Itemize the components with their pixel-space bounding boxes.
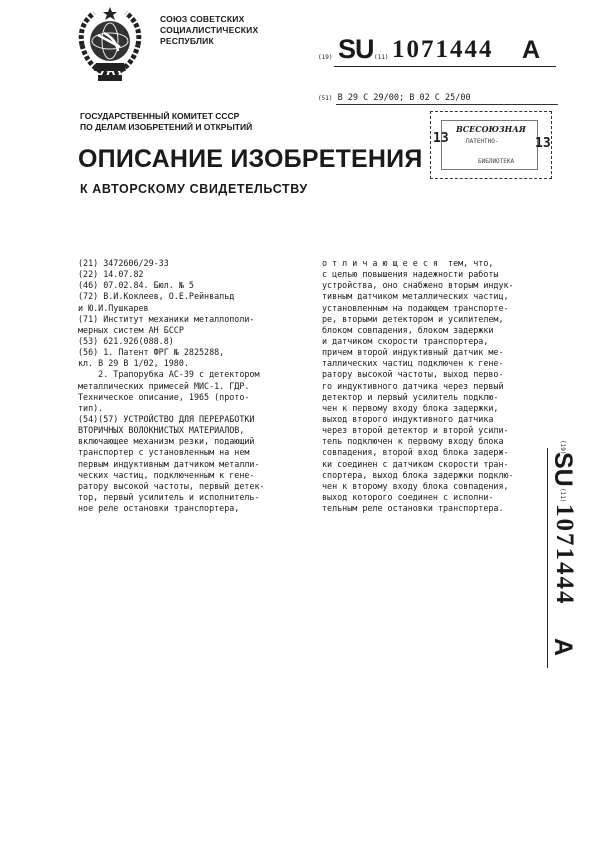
claim-line: о т л и ч а ю щ е е с я тем, что,: [322, 258, 494, 268]
bibliographic-line: включающее механизм резки, подающий: [78, 436, 255, 447]
bibliographic-line: ратору высокой частоты, первый детек-: [78, 480, 265, 491]
org-line: СОЦИАЛИСТИЧЕСКИХ: [160, 25, 259, 35]
ussr-emblem: [74, 5, 146, 83]
bibliographic-line: мерных систем АН БССР: [78, 324, 184, 335]
bibliographic-line: (71) Институт механики металлополи-: [78, 313, 255, 324]
claim-line: устройства, оно снабжено вторым индук-: [322, 280, 514, 291]
bibliographic-line: тип).: [78, 402, 104, 413]
bibliographic-line: транспортер с установленным на нем: [78, 447, 250, 458]
claim-line: тивным датчиком металлических частиц,: [322, 291, 509, 302]
bibliographic-line: тор, первый усилитель и исполнитель-: [78, 491, 260, 502]
claim-line: совпадения, второй вход блока задерж-: [322, 447, 509, 458]
claim-line: установленным на подающем транспорте-: [322, 302, 509, 313]
library-stamp: [430, 111, 552, 179]
state-emblem-icon: [74, 5, 146, 83]
claim-line: го индуктивного датчика через первый: [322, 380, 504, 391]
bibliographic-line: Техническое описание, 1965 (прото-: [78, 391, 250, 402]
side-number-code-label: (11): [559, 488, 566, 503]
org-line: РЕСПУБЛИК: [160, 36, 214, 46]
publication-number: [318, 34, 558, 74]
ipc-underline: [336, 104, 558, 105]
claim-line: тельным реле остановки транспортера.: [322, 503, 504, 514]
claim-line: причем второй индуктивный датчик ме-: [322, 347, 504, 358]
bibliographic-line: (72) В.И.Коклеев, О.Е.Рейнвальд: [78, 291, 235, 302]
stamp-line: БИБЛИОТЕКА: [478, 158, 515, 165]
claim-line: таллических частиц подключен к гене-: [322, 358, 504, 369]
committee-line: ПО ДЕЛАМ ИЗОБРЕТЕНИЙ И ОТКРЫТИЙ: [80, 122, 253, 132]
claim-line: чен к первому входу блока задержки,: [322, 402, 499, 413]
side-underline: [547, 448, 548, 668]
claim-line: блоком совпадения, блоком задержки: [322, 324, 494, 335]
patent-number: 1071444: [392, 36, 494, 63]
bibliographic-line: (46) 07.02.84. Бюл. № 5: [78, 280, 194, 291]
claim-line: с целью повышения надежности работы: [322, 269, 499, 280]
document-title: ОПИСАНИЕ ИЗОБРЕТЕНИЯ: [78, 145, 423, 173]
side-number-rotated: [548, 440, 578, 670]
ipc-code-label: (51): [318, 95, 333, 102]
claim-line: детектор и первый усилитель подклю-: [322, 391, 499, 402]
bibliographic-line: ное реле остановки транспортера,: [78, 503, 240, 514]
stamp-line: ПАТЕНТНО-: [466, 138, 499, 145]
claim-line: выход второго индуктивного датчика: [322, 413, 494, 424]
ipc-value: В 29 С 29/00; В 02 С 25/00: [337, 93, 471, 103]
country-code: SU: [338, 34, 374, 64]
bibliographic-line: 2. Трапорубка АС-39 с детектором: [78, 369, 260, 380]
stamp-number-right: 13: [535, 136, 551, 151]
stamp-number-left: 13: [433, 131, 449, 146]
country-code-label: (19): [318, 54, 333, 61]
claim-line: тель подключен к первому входу блока: [322, 436, 504, 447]
claim-line: чен к второму входу блока совпадения,: [322, 480, 509, 491]
bibliographic-line: (56) 1. Патент ФРГ № 2825288,: [78, 347, 225, 358]
bibliographic-line: (22) 14.07.82: [78, 269, 144, 280]
kind-code: A: [522, 36, 541, 64]
committee-line: ГОСУДАРСТВЕННЫЙ КОМИТЕТ СССР: [80, 111, 240, 121]
claim-line: ки соединен с датчиком скорости тран-: [322, 458, 509, 469]
claim-line: ратору высокой частоты, выход перво-: [322, 369, 504, 380]
claim-line: и датчиком скорости транспортера,: [322, 335, 489, 346]
bibliographic-line: кл. В 29 В 1/02, 1980.: [78, 358, 189, 369]
committee-name: [80, 111, 252, 133]
organization-name: [160, 14, 258, 47]
org-line: СОЮЗ СОВЕТСКИХ: [160, 14, 245, 24]
ipc-classification: [318, 93, 471, 103]
bibliographic-line: (53) 621.926(088.8): [78, 335, 174, 346]
number-code-label: (11): [374, 54, 389, 61]
number-underline: [334, 66, 556, 67]
side-country-code: SU: [549, 452, 577, 487]
stamp-title: ВСЕСОЮЗНАЯ: [456, 124, 526, 134]
bibliographic-line: ческих частиц, подключенным к гене-: [78, 469, 255, 480]
stamp-inner-frame: [441, 120, 538, 170]
bibliographic-line: первым индуктивным датчиком металли-: [78, 458, 260, 469]
side-country-code-label: (19): [559, 440, 566, 455]
side-patent-number: 1071444: [551, 504, 578, 606]
bibliographic-line: и Ю.И.Пушкарев: [78, 302, 149, 313]
side-publication-number: [548, 440, 578, 670]
side-kind-code: A: [549, 638, 577, 657]
claim-line: спортера, выход блока задержки подклю-: [322, 469, 514, 480]
claim-line: ре, вторыми детектором и усилителем,: [322, 313, 504, 324]
bibliographic-line: металлических примесей МИС-1. ГДР.: [78, 380, 250, 391]
bibliographic-line: (54)(57) УСТРОЙСТВО ДЛЯ ПЕРЕРАБОТКИ: [78, 413, 255, 424]
claim-line: через второй детектор и второй усили-: [322, 425, 509, 436]
bibliographic-line: (21) 3472606/29-33: [78, 258, 169, 268]
claim-line: выход которого соединен с исполни-: [322, 491, 494, 502]
bibliographic-line: ВТОРИЧНЫХ ВОЛОКНИСТЫХ МАТЕРИАЛОВ,: [78, 425, 245, 436]
claim-column: [322, 258, 514, 514]
bibliographic-column: [78, 258, 265, 514]
document-subtitle: К АВТОРСКОМУ СВИДЕТЕЛЬСТВУ: [80, 182, 308, 196]
